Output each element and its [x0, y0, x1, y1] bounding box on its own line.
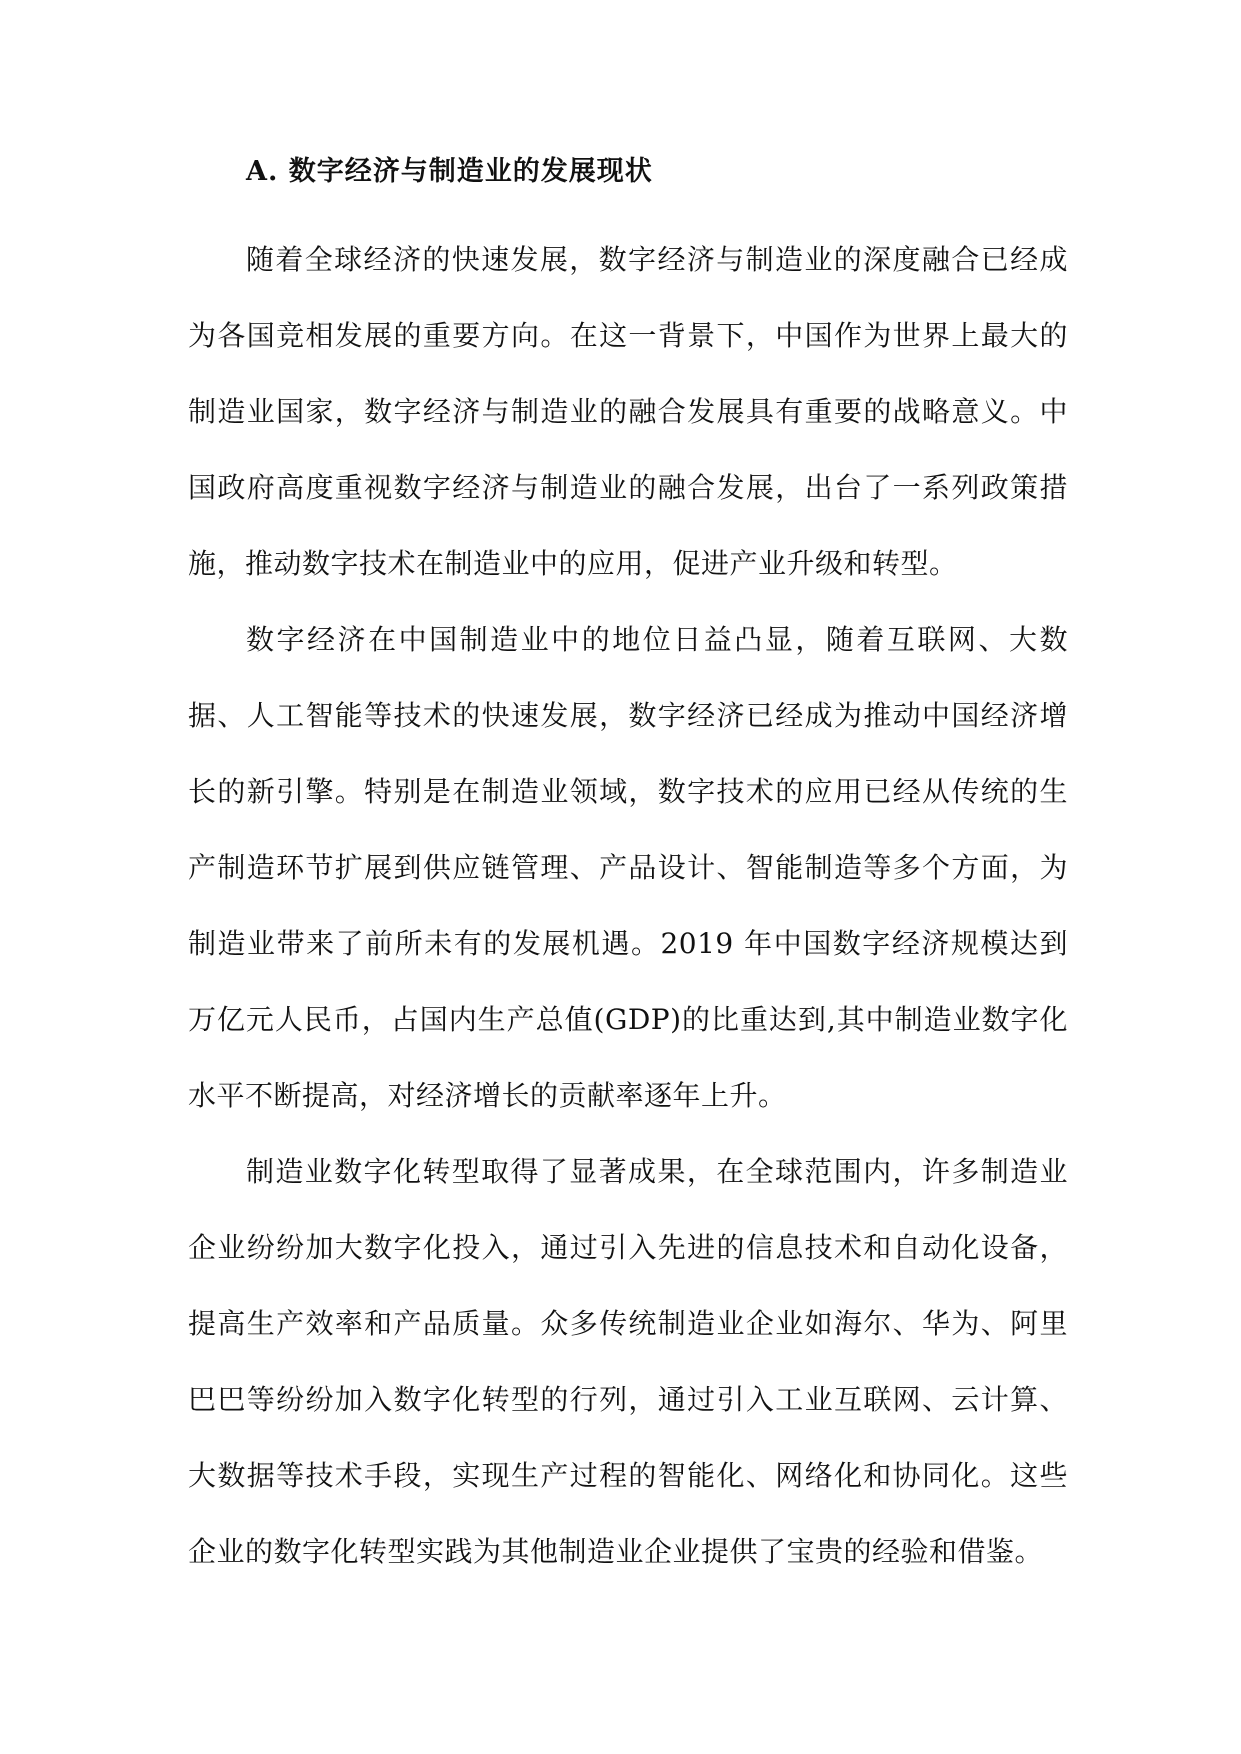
paragraph-1: 随着全球经济的快速发展，数字经济与制造业的深度融合已经成为各国竞相发展的重要方向。在这一背景下，中国作为世界上最大的制造业国家，数字经济与制造业的融合发展具有重要的战略意义。中国政府高度重视数字经济与制造业的融合发展，出台了一系列政策措施，推动数字技术在制造业中的应用，促进产业升级和转型。 [188, 243, 1068, 580]
section-heading: A. 数字经济与制造业的发展现状 [246, 156, 653, 187]
paragraph-2: 数字经济在中国制造业中的地位日益凸显，随着互联网、大数据、人工智能等技术的快速发展，数字经济已经成为推动中国经济增长的新引擎。特别是在制造业领域，数字技术的应用已经从传统的生产制造环节扩展到供应链管理、产品设计、智能制造等多个方面，为制造业带来了前所未有的发展机遇。2019 年中国数字经济规模达到万亿元人民币，占国内生产总值(GDP)的比重达到,其中制造业数字化水平不断提高，对经济增长的贡献率逐年上升。 [188, 623, 1068, 1112]
document-content [188, 142, 1068, 1590]
paragraph-3: 制造业数字化转型取得了显著成果，在全球范围内，许多制造业企业纷纷加大数字化投入，通过引入先进的信息技术和自动化设备，提高生产效率和产品质量。众多传统制造业企业如海尔、华为、阿里巴巴等纷纷加入数字化转型的行列，通过引入工业互联网、云计算、大数据等技术手段，实现生产过程的智能化、网络化和协同化。这些企业的数字化转型实践为其他制造业企业提供了宝贵的经验和借鉴。 [188, 1155, 1068, 1568]
